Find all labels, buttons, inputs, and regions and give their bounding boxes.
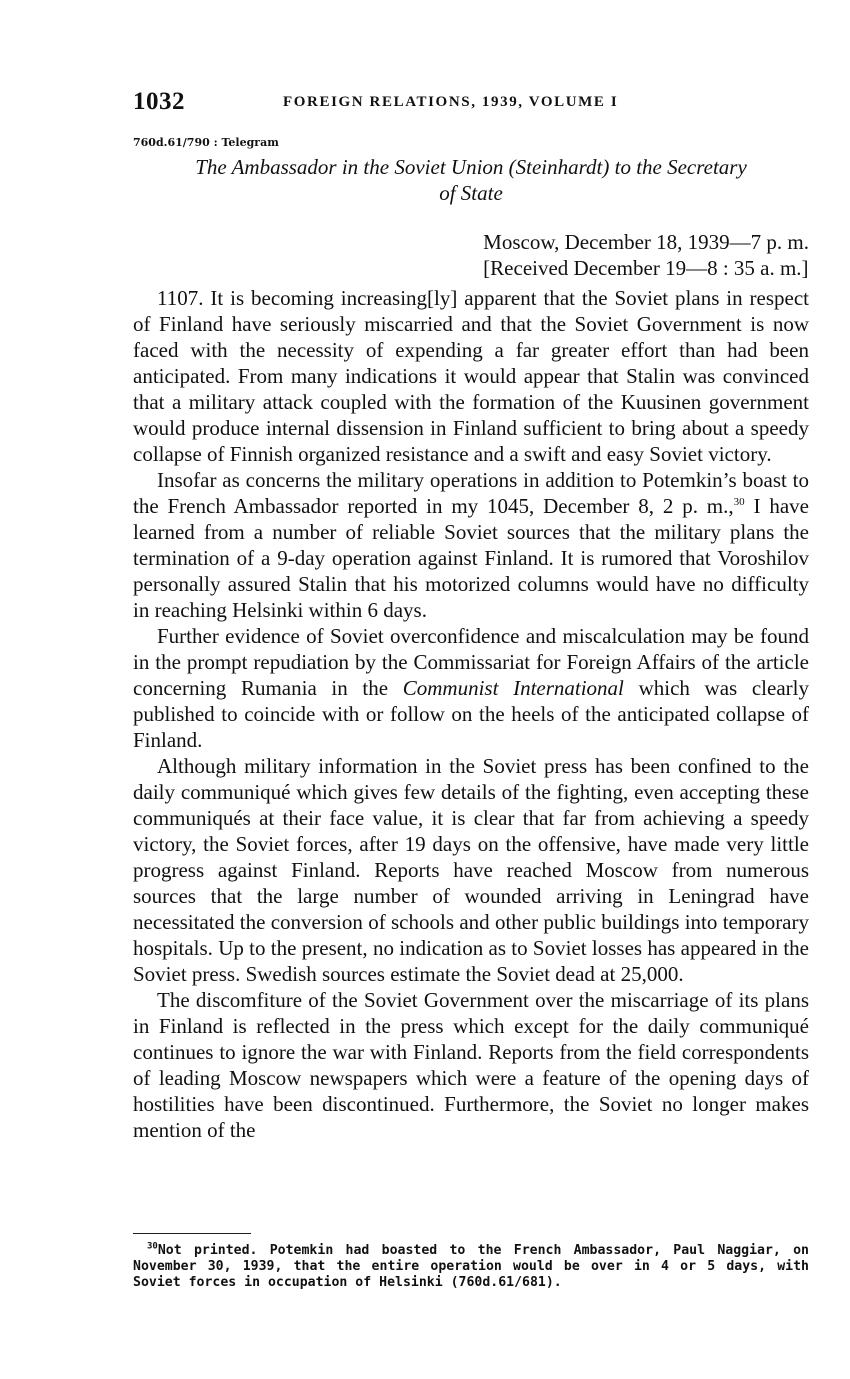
page-number: 1032 (133, 88, 185, 115)
publication-title: Communist International (402, 676, 624, 700)
document-title (133, 154, 809, 206)
body-paragraph-5: The discomfiture of the Soviet Government over the miscarriage of its plans in Finland is reflected in the press which except for the daily communiqué continues to ignore the war with Finland. Reports from the field correspondents of leading Moscow newspapers which were a feature of the opening days of hostilities have been discontinued. Furthermore, the Soviet no longer makes mention of the (133, 988, 809, 1142)
body-paragraph-1: 1107. It is becoming increasing[ly] apparent that the Soviet plans in respect of Finland have seriously miscarried and that the Soviet Government is now faced with the necessity of expending a far greater effort than had been anticipated. From many indications it would appear that Stalin was convinced that a military attack coupled with the formation of the Kuusinen government would produce internal dissension in Finland sufficient to bring about a speedy collapse of Finnish organized resistance and a swift and easy Soviet victory. (133, 286, 809, 466)
dateline: Moscow, December 18, 1939—7 p. m. (483, 230, 809, 254)
footnote-marker: 30 (147, 1241, 158, 1252)
document-title-line-1: The Ambassador in the Soviet Union (Steinhardt) to the Secretary (195, 155, 747, 179)
body-paragraph-2-text-a: Insofar as concerns the military operations in addition to Potemkin’s boast to the French Ambassador reported in my 1045, December 8, 2 p. m., (133, 468, 809, 518)
body-paragraph-3 (133, 623, 809, 753)
footnote (133, 1243, 809, 1291)
body-paragraph-3-text-a: Further evidence of Soviet overconfidence and miscalculation may be found in the prompt repudiation by the Commissariat for Foreign Affairs of the article concerning Rumania in the (133, 624, 809, 700)
body-paragraph-2 (133, 467, 809, 623)
body-paragraph-2-text-b: I have learned from a number of reliable Soviet sources that the military plans the termination of a 9-day operation against Finland. It is rumored that Voroshilov personally assured Stalin that his motorized columns would have no difficulty in reaching Helsinki within 6 days. (133, 494, 809, 622)
running-title: FOREIGN RELATIONS, 1939, VOLUME I (283, 94, 619, 110)
body-paragraph-4: Although military information in the Soviet press has been confined to the daily communiqué which gives few details of the fighting, even accepting these communiqués at their face value, it is clear that far from achieving a speedy victory, the Soviet forces, after 19 days on the offensive, have made very little progress against Finland. Reports have reached Moscow from numerous sources that the large number of wounded arriving in Leningrad have necessitated the conversion of schools and other public buildings into temporary hospitals. Up to the present, no indication as to Soviet losses has appeared in the Soviet press. Swedish sources estimate the Soviet dead at 25,000. (133, 754, 809, 986)
document-title-line-2: of State (439, 181, 503, 205)
file-reference: 760d.61/790 : Telegram (133, 136, 279, 149)
footnote-text: Not printed. Potemkin had boasted to the French Ambassador, Paul Naggiar, on November 30, 1939, that the entire operation would be over in 4 or 5 days, with Soviet forces in occupation of Helsinki (760d.61/681). (133, 1243, 809, 1290)
running-header (133, 88, 809, 118)
dateline-block (483, 229, 809, 281)
footnote-reference: 30 (733, 496, 745, 508)
telegram-body (133, 285, 809, 1143)
footnote-divider (133, 1233, 251, 1234)
body-paragraph-3-text-b: which was clearly published to coincide with or follow on the heels of the anticipated collapse of Finland. (133, 676, 809, 752)
received-line: [Received December 19—8 : 35 a. m.] (483, 256, 809, 280)
